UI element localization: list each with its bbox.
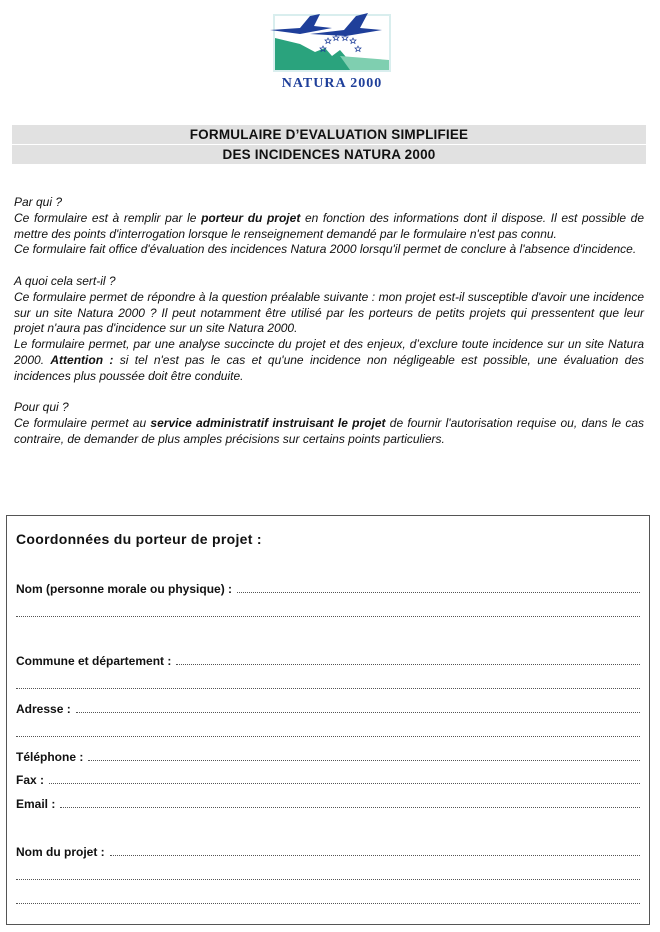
- fill-line[interactable]: [16, 735, 640, 737]
- field-nom-continued[interactable]: [16, 604, 640, 620]
- section-heading-pour-qui: Pour qui ?: [14, 400, 69, 415]
- natura-2000-logo: [270, 8, 394, 92]
- paragraph: [14, 416, 644, 448]
- fill-line[interactable]: [237, 591, 640, 593]
- field-email[interactable]: [16, 795, 640, 811]
- porteur-coordonnees-box: [6, 515, 650, 925]
- fill-line[interactable]: [16, 687, 640, 689]
- field-label: Adresse :: [16, 702, 71, 716]
- field-label: Nom du projet :: [16, 845, 105, 859]
- emphasis: service administratif instruisant le projet: [150, 416, 386, 431]
- field-label: Nom (personne morale ou physique) :: [16, 582, 233, 596]
- field-commune-continued[interactable]: [16, 676, 640, 692]
- field-adresse[interactable]: [16, 700, 640, 716]
- field-label: Téléphone :: [16, 750, 84, 764]
- paragraph: Ce formulaire fait office d'évaluation des incidences Natura 2000 lorsqu'il permet de conclure à l'absence d'incidence.: [14, 242, 637, 257]
- field-nom-projet-continued[interactable]: [16, 867, 640, 883]
- text: Ce formulaire est à remplir par le: [14, 210, 202, 225]
- fill-line[interactable]: [60, 806, 640, 808]
- fill-line[interactable]: [176, 663, 640, 665]
- title-line-2: DES INCIDENCES NATURA 2000: [12, 145, 646, 164]
- document-title: [12, 125, 646, 164]
- field-telephone[interactable]: [16, 748, 640, 764]
- natura-2000-logo-graphic: [270, 8, 394, 92]
- section-heading-par-qui: Par qui ?: [14, 195, 63, 209]
- paragraph: [14, 337, 644, 384]
- field-label: Commune et département :: [16, 654, 172, 668]
- field-label: Email :: [16, 797, 56, 811]
- text: si tel n'est pas le cas et qu'une incidence non négligeable est possible, une évaluation des incidences plus poussée doit être conduite.: [14, 352, 644, 383]
- text: en fonction des informations dont il dispose. Il est possible de mettre des points d'interrogation lorsque le renseignement demandé par le formulaire n'est pas connu.: [14, 210, 645, 241]
- fill-line[interactable]: [88, 759, 640, 761]
- emphasis: porteur du projet: [201, 210, 301, 225]
- field-label: Fax :: [16, 773, 45, 787]
- text: Le formulaire permet, par une analyse succincte du projet et des enjeux, d’exclure toute incidence sur un site Natura 2000.: [14, 337, 644, 367]
- box-title: Coordonnées du porteur de projet :: [16, 531, 262, 547]
- field-fax[interactable]: [16, 771, 640, 787]
- introduction: [14, 195, 644, 448]
- fill-line[interactable]: [16, 902, 640, 904]
- text: de fournir l'autorisation requise ou, dans le cas contraire, de demander de plus amples précisions sur certains points particuliers.: [14, 416, 644, 446]
- fill-line[interactable]: [49, 782, 640, 784]
- title-line-1: FORMULAIRE D’EVALUATION SIMPLIFIEE: [12, 125, 646, 144]
- field-adresse-continued[interactable]: [16, 724, 640, 740]
- paragraph: [14, 211, 644, 243]
- field-nom-projet-continued-2[interactable]: [16, 891, 640, 907]
- field-nom-projet[interactable]: [16, 843, 640, 859]
- emphasis: Attention :: [50, 352, 114, 367]
- paragraph: Ce formulaire permet de répondre à la question préalable suivante : mon projet est-il susceptible d'avoir une incidence sur un site Natura 2000 ? Il peut notamment être utilisé par les porteurs de petits projets qui pressentent que leur projet n'aura pas d'incidence sur un site Natura 2000.: [14, 289, 644, 336]
- section-heading-a-quoi: A quoi cela sert-il ?: [14, 273, 116, 288]
- field-commune[interactable]: [16, 652, 640, 668]
- fill-line[interactable]: [76, 711, 640, 713]
- text: Ce formulaire permet au: [14, 416, 151, 431]
- field-nom[interactable]: [16, 580, 640, 596]
- fill-line[interactable]: [16, 615, 640, 617]
- fill-line[interactable]: [110, 854, 640, 856]
- logo-wordmark: NATURA 2000: [281, 76, 383, 91]
- fill-line[interactable]: [16, 878, 640, 880]
